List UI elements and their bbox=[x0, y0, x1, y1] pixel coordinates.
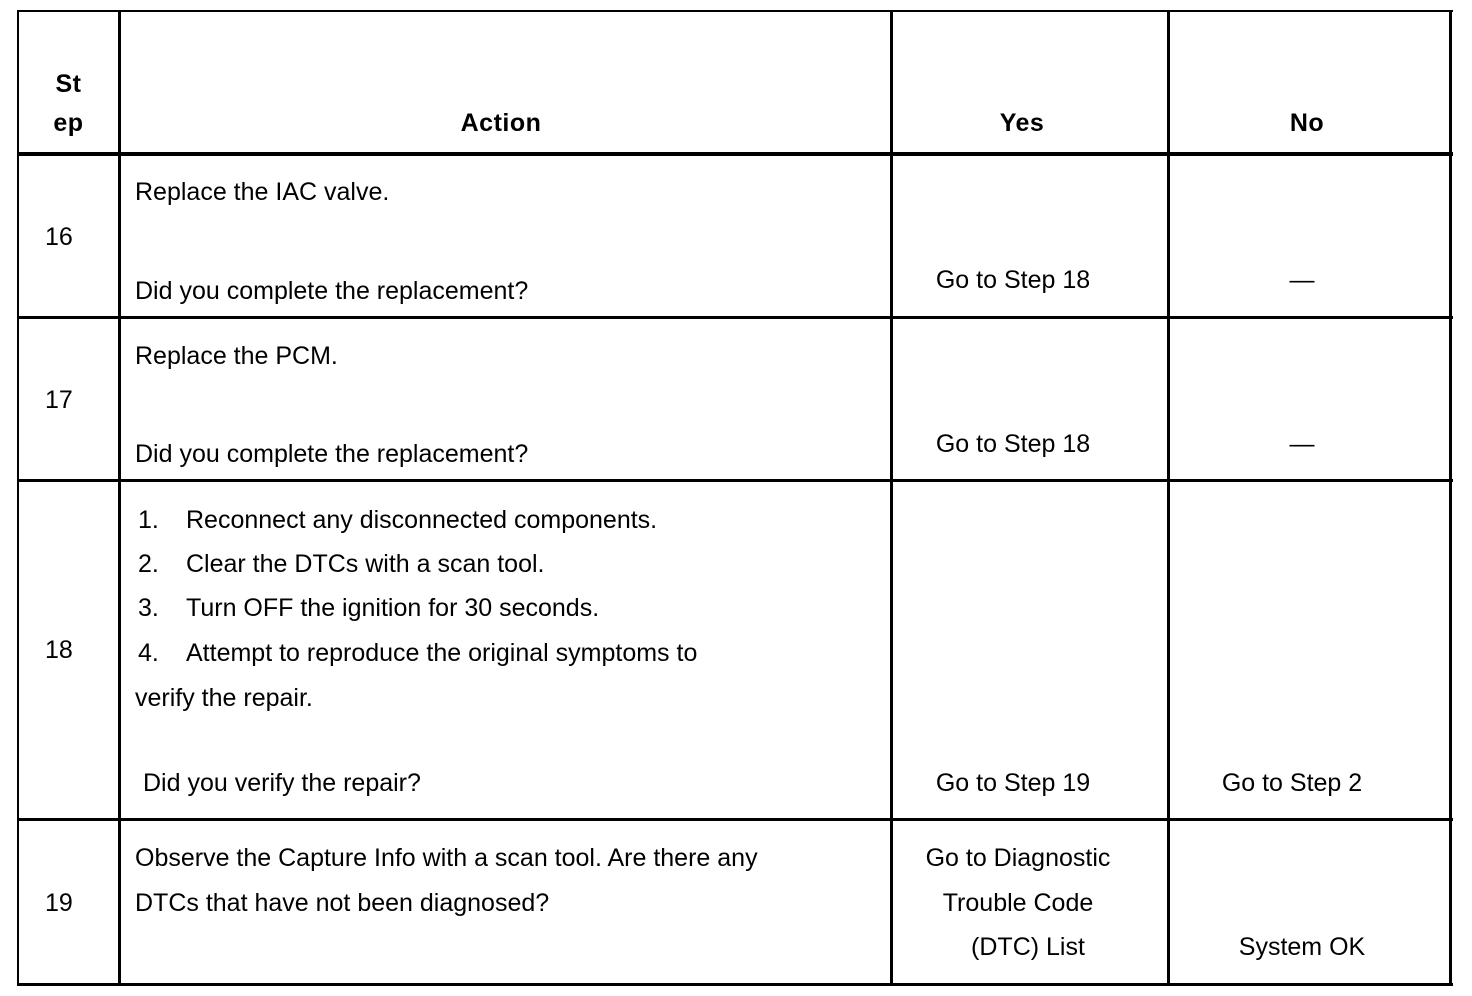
row-18-list-item bbox=[138, 552, 544, 577]
row-17-no: — bbox=[1289, 430, 1315, 458]
row-16-action-line2: Did you complete the replacement? bbox=[135, 277, 529, 305]
table-border-right bbox=[1449, 10, 1452, 986]
list-number: 4. bbox=[138, 639, 159, 667]
row-divider bbox=[17, 479, 1453, 482]
row-19-yes-line2: Trouble Code bbox=[942, 889, 1094, 917]
list-text: Turn OFF the ignition for 30 seconds. bbox=[186, 594, 600, 622]
row-17-step: 17 bbox=[45, 386, 73, 414]
list-number: 1. bbox=[138, 506, 159, 534]
table-border-left bbox=[17, 10, 19, 986]
row-19-yes-line3: (DTC) List bbox=[971, 933, 1085, 961]
list-text: Clear the DTCs with a scan tool. bbox=[186, 550, 545, 578]
row-19-action-line2: DTCs that have not been diagnosed? bbox=[135, 889, 550, 917]
header-divider bbox=[17, 152, 1453, 156]
row-17-action-line1: Replace the PCM. bbox=[135, 342, 338, 370]
header-action: Action bbox=[460, 109, 542, 137]
row-16-no: — bbox=[1289, 266, 1315, 294]
column-divider bbox=[890, 10, 893, 986]
row-17-yes: Go to Step 18 bbox=[935, 430, 1091, 458]
row-16-action-line1: Replace the IAC valve. bbox=[135, 178, 390, 206]
list-number: 2. bbox=[138, 550, 159, 578]
table-border-bottom bbox=[17, 983, 1453, 986]
row-18-step: 18 bbox=[45, 636, 73, 664]
row-19-step: 19 bbox=[45, 889, 73, 917]
row-18-question: Did you verify the repair? bbox=[143, 769, 421, 797]
table-border-top bbox=[17, 10, 1453, 12]
row-16-yes: Go to Step 18 bbox=[935, 266, 1091, 294]
row-divider bbox=[17, 818, 1453, 821]
list-text: Attempt to reproduce the original symptoms to bbox=[186, 639, 698, 667]
diagnostic-table bbox=[17, 10, 1453, 986]
row-divider bbox=[17, 316, 1453, 319]
column-divider bbox=[118, 10, 121, 986]
row-18-list-continuation: verify the repair. bbox=[135, 684, 313, 712]
header-step-line2: ep bbox=[53, 109, 84, 137]
row-19-action-line1: Observe the Capture Info with a scan tool. Are there any bbox=[135, 844, 758, 872]
header-yes: Yes bbox=[999, 109, 1045, 137]
row-18-no: Go to Step 2 bbox=[1221, 769, 1363, 797]
column-divider bbox=[1167, 10, 1170, 986]
row-18-list-item bbox=[138, 596, 599, 621]
row-16-step: 16 bbox=[45, 223, 73, 251]
list-number: 3. bbox=[138, 594, 159, 622]
row-19-no: System OK bbox=[1238, 933, 1366, 961]
row-19-yes-line1: Go to Diagnostic bbox=[925, 844, 1111, 872]
row-17-action-line2: Did you complete the replacement? bbox=[135, 440, 529, 468]
row-18-list-item bbox=[138, 508, 657, 533]
header-no: No bbox=[1289, 109, 1325, 137]
header-step-line1: St bbox=[55, 70, 82, 98]
list-text: Reconnect any disconnected components. bbox=[186, 506, 658, 534]
row-18-list-item bbox=[138, 641, 697, 666]
row-18-yes: Go to Step 19 bbox=[935, 769, 1091, 797]
